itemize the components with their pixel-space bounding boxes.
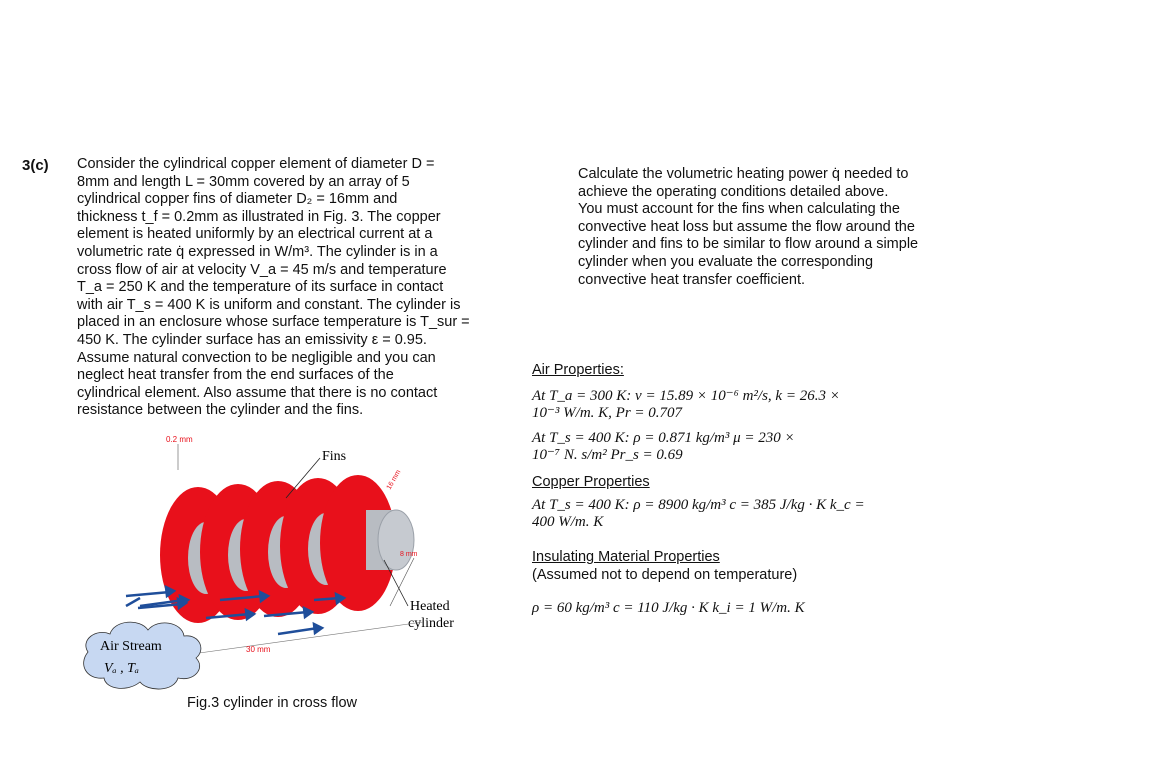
problem-statement bbox=[77, 156, 487, 420]
task-statement bbox=[578, 166, 940, 289]
problem-line: 8mm and length L = 30mm covered by an array of 5 bbox=[77, 173, 410, 190]
task-line: achieve the operating conditions detailed above. bbox=[578, 183, 889, 200]
copper-properties-line: At T_s = 400 K: ρ = 8900 kg/m³ c = 385 J/kg · K k_c = bbox=[532, 497, 865, 514]
air-properties-line: 10⁻⁷ N. s/m² Pr_s = 0.69 bbox=[532, 446, 683, 463]
question-number: 3(c) bbox=[22, 157, 49, 174]
cylinder-diameter-label: 8 mm bbox=[400, 551, 418, 558]
problem-line: resistance between the cylinder and the fins. bbox=[77, 402, 364, 419]
properties-section bbox=[532, 362, 952, 617]
task-line: cylinder when you evaluate the corresponding bbox=[578, 253, 874, 270]
task-line: cylinder and fins to be similar to flow around a simple bbox=[578, 236, 919, 253]
problem-line: volumetric rate q̇ expressed in W/m³. The cylinder is in a bbox=[77, 243, 438, 260]
insulating-properties-heading: Insulating Material Properties bbox=[532, 549, 720, 566]
problem-line: with air T_s = 400 K is uniform and constant. The cylinder is bbox=[77, 296, 461, 313]
air-properties-line: At T_a = 300 K: ν = 15.89 × 10⁻⁶ m²/s, k = 26.3 × bbox=[532, 387, 840, 404]
problem-line: Consider the cylindrical copper element of diameter D = bbox=[77, 156, 435, 172]
fin-diameter-label: 16 mm bbox=[385, 468, 403, 491]
task-line: convective heat loss but assume the flow around the bbox=[578, 218, 915, 235]
cylinder-label: cylinder bbox=[408, 616, 454, 631]
problem-line: cylindrical copper fins of diameter D₂ = 16mm and bbox=[77, 191, 398, 208]
problem-line: placed in an enclosure whose surface temperature is T_sur = bbox=[77, 314, 470, 331]
air-properties-line: At T_s = 400 K: ρ = 0.871 kg/m³ μ = 230 × bbox=[532, 429, 795, 446]
thickness-label: 0.2 mm bbox=[166, 435, 193, 444]
figure-caption: Fig.3 cylinder in cross flow bbox=[187, 695, 358, 711]
air-properties-heading: Air Properties: bbox=[532, 362, 624, 378]
problem-line: cylindrical element. Also assume that there is no contact bbox=[77, 384, 438, 401]
copper-properties-heading: Copper Properties bbox=[532, 473, 650, 490]
problem-line: element is heated uniformly by an electrical current at a bbox=[77, 226, 433, 243]
problem-line: Assume natural convection to be negligible and you can bbox=[77, 349, 436, 366]
problem-line: thickness t_f = 0.2mm as illustrated in Fig. 3. The copper bbox=[77, 208, 441, 225]
insulating-properties-note: (Assumed not to depend on temperature) bbox=[532, 566, 798, 583]
problem-line: T_a = 250 K and the temperature of its surface in contact bbox=[77, 279, 444, 296]
task-line: You must account for the fins when calculating the bbox=[578, 201, 900, 218]
air-variables-label: Vₐ , Tₐ bbox=[104, 661, 140, 676]
task-line: convective heat transfer coefficient. bbox=[578, 271, 806, 288]
cylinder-end bbox=[378, 510, 414, 570]
task-line: Calculate the volumetric heating power q̇ needed to bbox=[578, 166, 909, 182]
insulating-properties-line: ρ = 60 kg/m³ c = 110 J/kg · K k_i = 1 W/m. K bbox=[532, 600, 805, 617]
problem-line: 450 K. The cylinder surface has an emissivity ε = 0.95. bbox=[77, 331, 427, 348]
air-stream-cloud bbox=[84, 622, 201, 689]
air-stream-label: Air Stream bbox=[100, 639, 162, 654]
finned-cylinder-figure bbox=[78, 430, 498, 730]
heated-label: Heated bbox=[410, 599, 450, 614]
problem-line: neglect heat transfer from the end surfaces of the bbox=[77, 367, 394, 384]
problem-line: cross flow of air at velocity V_a = 45 m/s and temperature bbox=[77, 261, 447, 278]
air-properties-line: 10⁻³ W/m. K, Pr = 0.707 bbox=[532, 404, 683, 421]
copper-properties-line: 400 W/m. K bbox=[532, 514, 604, 531]
length-label: 30 mm bbox=[246, 645, 271, 654]
fins-label: Fins bbox=[322, 449, 347, 464]
